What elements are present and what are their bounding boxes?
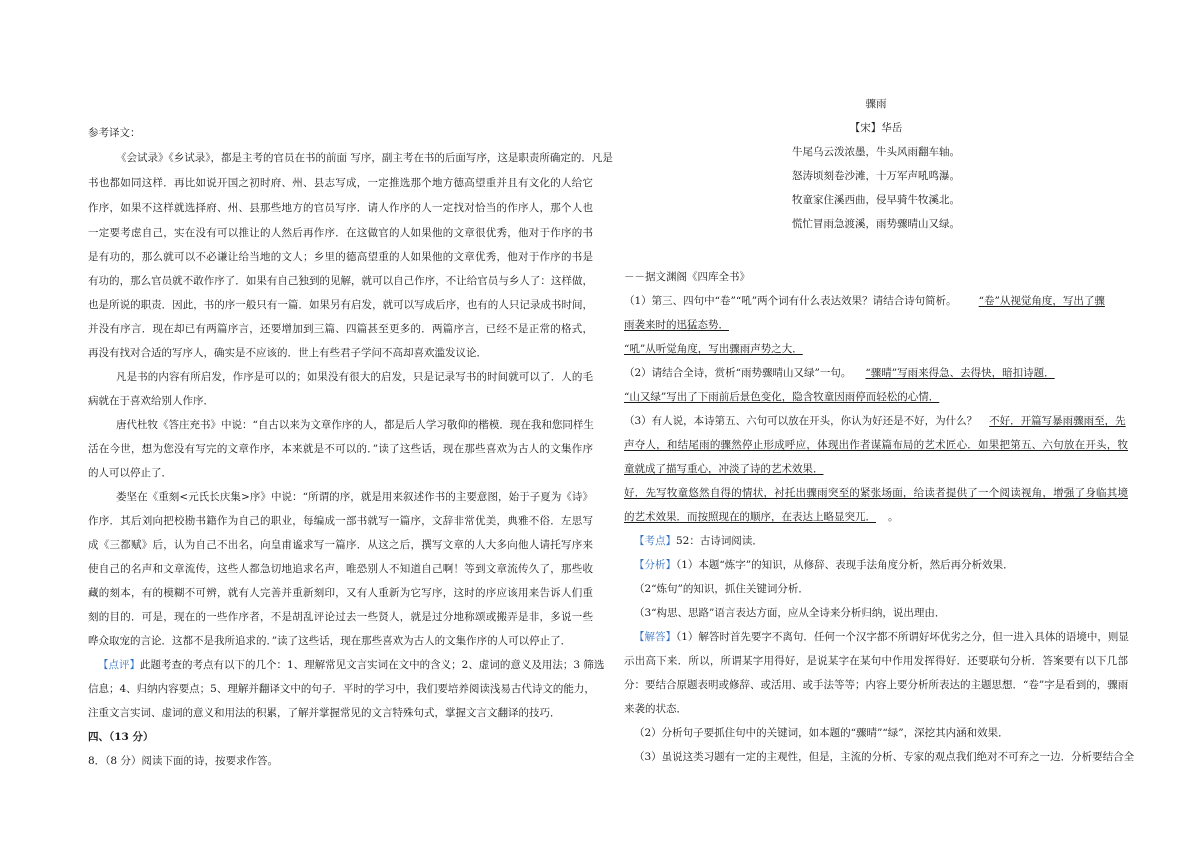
poem-author: 【宋】华岳 (849, 122, 903, 134)
fenxi-text: （1）本题“炼字”的知识，从修辞、表现手法角度分析，然后再分析效果． (676, 559, 1014, 571)
answer-3: 不好．开篇写暴雨骤雨至，先 (989, 415, 1126, 427)
period: 。 (888, 511, 899, 523)
kaodian-text: 52：古诗词阅读． (676, 535, 763, 547)
jieda-line: 分：要结合原题表明或修辞、或活用、或手法等等；内容上要分析所表达的主题思想．“卷”字是看到的，骤雨 (624, 679, 1129, 691)
comment-line (98, 658, 605, 672)
poem-line: 牧童家住溪西曲，侵早骑牛牧溪北。 (792, 194, 960, 206)
question-8: 8．（8 分）阅读下面的诗，按要求作答。 (88, 755, 278, 767)
paragraph-line: 作序．其后刘向把校勘书籍作为自己的职业，每编成一部书就写一篇序，文辞非常优美，典雅不俗．左思写 (88, 515, 593, 527)
answer-3-line: 声夺人，和结尾雨的骤然停止形成呼应，体现出作者谋篇布局的艺术匠心．如果把第五、六句放在开头，牧 (624, 439, 1128, 451)
paragraph-line: 一定要考虑自己，实在没有可以推让的人然后再作序．在这做官的人如果他的文章很优秀，他对于作序的书 (88, 227, 593, 239)
fenxi-line (634, 558, 1014, 572)
paragraph-line: 作序，如果不这样就选择府、州、县那些地方的官员写序．请人作序的人一定找对恰当的作序人，那个人也 (88, 202, 593, 214)
jieda-tag: 【解答】 (634, 631, 676, 643)
question-2 (624, 366, 1055, 380)
jieda-line: （3）虽说这类习题有一定的主观性，但是，主流的分析、专家的观点我们绝对不可弃之一边．分析要结合全 (634, 751, 1135, 763)
jieda-line: 示出高下来．所以，所谓某字用得好，是说某字在某句中作用发挥得好．还要联句分析．答案要有以下几部 (624, 655, 1128, 667)
answer-2-line: “山又绿”写出了下雨前后景色变化，隐含牧童因雨停而轻松的心情． (624, 391, 940, 403)
paragraph-line: 也是所说的职责．因此，书的序一般只有一篇．如果另有启发，就可以写成后序，也有的人只记录成书时间， (88, 299, 593, 311)
paragraph-line: 病就在于喜欢给别人作序． (88, 395, 214, 407)
poem-line: 怒涛顷刻卷沙滩，十万军声吼鸣瀑。 (792, 170, 960, 182)
kaodian-tag: 【考点】 (634, 535, 676, 547)
paragraph-line: 娄坚在《重刻<元氏长庆集>序》中说：“所谓的序，就是用来叙述作书的主要意图，始于子夏为《诗》 (116, 491, 593, 503)
paragraph-line: 成《三都赋》后，认为自己不出名，向皇甫谧求写一篇序．从这之后，撰写文章的人大多向他人请托写序来 (88, 539, 593, 551)
answer-3-line (624, 510, 899, 524)
question-1-text: （1）第三、四句中“卷”“吼”两个词有什么表达效果？请结合诗句简析。 (624, 295, 957, 307)
answer-1: “卷”从视觉角度，写出了骤 (978, 295, 1105, 307)
paragraph-line: 再没有找对合适的写序人，确实是不应该的．世上有些君子学问不高却喜欢滥发议论． (88, 347, 487, 359)
translation-heading: 参考译文： (88, 127, 141, 139)
section-title: 四、（13 分） (88, 731, 154, 743)
answer-3-line: 好．先写牧童悠然自得的情状，衬托出骤雨突至的紧张场面，给读者提供了一个阅读视角，增强了身临其境 (624, 487, 1128, 499)
paragraph-line: 使自己的名声和文章流传，这些人都急切地追求名声，唯恐别人不知道自己啊！等到文章流传久了，那些收 (88, 563, 593, 575)
comment-line: 信息；4、归纳内容要点；5、理解并翻译文中的句子．平时的学习中，我们要培养阅读浅易古代诗文的能力， (88, 683, 595, 695)
fenxi-tag: 【分析】 (634, 559, 676, 571)
paragraph-line: 刻的目的．可是，现在的一些作序者，不是胡乱评论过去一些贤人，就是过分地称颂或搬弄是非，多说一些 (88, 611, 593, 623)
comment-line: 注重文言实词、虚词的意义和用法的积累，了解并掌握常见的文言特殊句式，掌握文言文翻译的技巧． (88, 707, 561, 719)
question-3 (624, 414, 1126, 428)
answer-1-line: 雨袭来时的迅猛态势． (624, 319, 729, 331)
paragraph-line: 哗众取宠的言论．这都不是我所追求的．”读了这些话，现在那些喜欢为古人的文集作序的人可以停止了． (88, 635, 572, 647)
answer-2: “骤晴”写雨来得急、去得快，暗扣诗题． (865, 367, 1055, 379)
answer-3-last: 的艺术效果．而按照现在的顺序，在表达上略显突兀． (624, 511, 876, 523)
paragraph-line: 唐代杜牧《答庄充书》中说：“自古以来为文章作序的人，都是后人学习敬仰的楷模．现在我和您同样生 (116, 419, 594, 431)
poem-line: 慌忙冒雨急渡溪，雨势骤晴山又绿。 (792, 218, 960, 230)
answer-3-line: 童就成了描写重心，冲淡了诗的艺术效果． (624, 463, 824, 475)
paragraph-line: 凡是书的内容有所启发，作序是可以的；如果没有很大的启发，只是记录写书的时间就可以了．人的毛 (116, 371, 593, 383)
paragraph-line: 书也都如同这样．再比如说开国之初时府、州、县志写成，一定推选那个地方德高望重并且有文化的人给它 (88, 177, 593, 189)
paragraph-line: 是有功的，那么就可以不必谦让给当地的文人；乡里的德高望重的人如果他的文章优秀，他对于作序的书是 (88, 251, 593, 263)
paragraph-line: 活在今世，想为您没有写完的文章作序，本来就是不可以的．”读了这些话，现在那些喜欢为古人的文集作序 (88, 443, 593, 455)
question-3-text: （3）有人说，本诗第五、六句可以放在开头，你认为好还是不好，为什么？ (624, 415, 978, 427)
comment-text: 此题考查的考点有以下的几个：1、理解常见文言实词在文中的含义；2、虚词的意义及用法；3 筛选 (140, 659, 605, 671)
answer-1-line: “吼”从听觉角度，写出骤雨声势之大． (624, 343, 803, 355)
poem-source: －－据文渊阁《四库全书》 (624, 271, 750, 283)
paragraph-line: 藏的刻本，有的模糊不可辨，就有人完善并重新刻印，又有人重新为它写序，这时的序应该用来告诉人们重 (88, 587, 593, 599)
kaodian-line (634, 534, 763, 548)
fenxi-line: （3“构思、思路”语言表达方面，应从全诗来分析归纳，说出理由． (634, 607, 946, 619)
question-1 (624, 294, 1105, 308)
jieda-text: （1）解答时首先要字不离句．任何一个汉字都不所谓好坏优劣之分，但一进入具体的语境中，则显 (676, 631, 1129, 643)
jieda-line (634, 630, 1128, 644)
paragraph-line: 《会试录》《乡试录》，都是主考的官员在书的前面 写序，副主考在书的后面写序，这是职责所确定的．凡是 (116, 152, 613, 164)
comment-tag: 【点评】 (98, 659, 140, 671)
jieda-line: （2）分析句子要抓住句中的关键词，如本题的“骤晴”“绿”，深挖其内涵和效果． (634, 727, 1009, 739)
paragraph-line: 并没有序言．现在却已有两篇序言，还要增加到三篇、四篇甚至更多的．两篇序言，已经不是正常的格式， (88, 323, 593, 335)
poem-line: 牛尾乌云泼浓墨，牛头风雨翻车轴。 (792, 146, 960, 158)
fenxi-line: （2“炼句”的知识，抓住关键词分析． (634, 583, 809, 595)
question-2-text: （2）请结合全诗，赏析“雨势骤晴山又绿”一句。 (624, 367, 852, 379)
jieda-line: 来袭的状态． (624, 703, 687, 715)
poem-title: 骤雨 (865, 98, 887, 110)
paragraph-line: 有功的，那么官员就不敢作序了．如果有自己独到的见解，就可以自己作序，不让给官员与乡人了：这样做， (88, 275, 593, 287)
paragraph-line: 的人可以停止了． (88, 467, 172, 479)
